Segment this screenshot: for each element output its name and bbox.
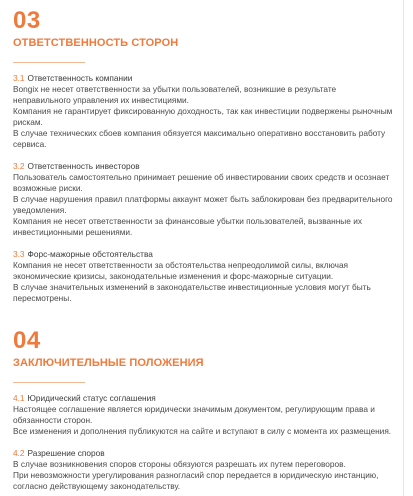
clause-text-line: В случае возникновения споров стороны обязуются разрешать их путем переговоров.: [13, 459, 346, 469]
clause: [13, 161, 405, 238]
clause-text-line: Пользователь самостоятельно принимает решение об инвестировании своих средств и осознает: [13, 172, 390, 182]
section-title: ОТВЕТСТВЕННОСТЬ СТОРОН: [13, 37, 179, 49]
clause-text-line: возможные риски.: [13, 183, 83, 193]
clause-text-line: инвестиционными решениями.: [13, 227, 133, 237]
section-divider: [13, 62, 85, 63]
clause-heading-text: Разрешение споров: [27, 448, 105, 458]
clause: [13, 448, 405, 492]
clause-text-line: сервиса.: [13, 139, 47, 149]
clause-list: [13, 393, 405, 492]
section-divider: [13, 382, 85, 383]
clause-text-line: Компания не гарантирует фиксированную доходность, так как инвестиции подвержены рыночным: [13, 106, 393, 116]
clause-text-line: Компания не несет ответственности за обстоятельства непреодолимой силы, включая: [13, 260, 349, 270]
section-number: 03: [13, 7, 41, 34]
clause-number: 4.2: [13, 448, 25, 458]
clause-text-line: При невозможности урегулирования разногласий спор передается в юридическую инстанцию,: [13, 470, 379, 480]
clause-text-line: пересмотрены.: [13, 293, 72, 303]
clause-text-line: В случае значительных изменений в законодательстве инвестиционные условия могут быть: [13, 282, 371, 292]
clause-heading-text: Ответственность инвесторов: [27, 161, 140, 171]
section-title: ЗАКЛЮЧИТЕЛЬНЫЕ ПОЛОЖЕНИЯ: [13, 357, 204, 369]
section-final-provisions: [13, 329, 405, 492]
section-responsibility: [13, 9, 405, 304]
clause-text-line: Все изменения и дополнения публикуются на сайте и вступают в силу с момента их размещения.: [13, 426, 392, 436]
clause-text-line: уведомления.: [13, 205, 67, 215]
clause-text-line: рискам.: [13, 117, 43, 127]
clause-heading: [13, 73, 405, 84]
clause-heading: [13, 249, 405, 260]
clause-number: 3.2: [13, 161, 25, 171]
clause-heading: [13, 161, 405, 172]
clause-list: [13, 73, 405, 304]
clause-heading: [13, 448, 405, 459]
clause-text-line: В случае технических сбоев компания обязуется максимально оперативно восстановить работу: [13, 128, 386, 138]
clause-text-line: Настоящее соглашение является юридически значимым документом, регулирующим права и: [13, 404, 375, 414]
clause-number: 3.1: [13, 73, 25, 83]
clause: [13, 73, 405, 150]
clause-text-line: экономические кризисы, законодательные изменения и форс-мажорные ситуации.: [13, 271, 334, 281]
clause-number: 4.1: [13, 393, 25, 403]
clause-heading-text: Юридический статус соглашения: [27, 393, 156, 403]
clause-text-line: обязанности сторон.: [13, 415, 93, 425]
clause-heading-text: Форс-мажорные обстоятельства: [27, 249, 153, 259]
clause-text-line: неправильного управления их инвестициями.: [13, 95, 189, 105]
clause-text-line: согласно действующему законодательству.: [13, 481, 181, 491]
section-number: 04: [13, 327, 41, 354]
clause: [13, 249, 405, 304]
clause-heading: [13, 393, 405, 404]
clause-number: 3.3: [13, 249, 25, 259]
clause-heading-text: Ответственность компании: [27, 73, 133, 83]
clause-text-line: Компания не несет ответственности за финансовые убытки пользователей, вызванные их: [13, 216, 362, 226]
clause-text-line: Bongix не несет ответственности за убытки пользователей, возникшие в результате: [13, 84, 337, 94]
clause-text-line: В случае нарушения правил платформы аккаунт может быть заблокирован без предварительного: [13, 194, 393, 204]
clause: [13, 393, 405, 437]
